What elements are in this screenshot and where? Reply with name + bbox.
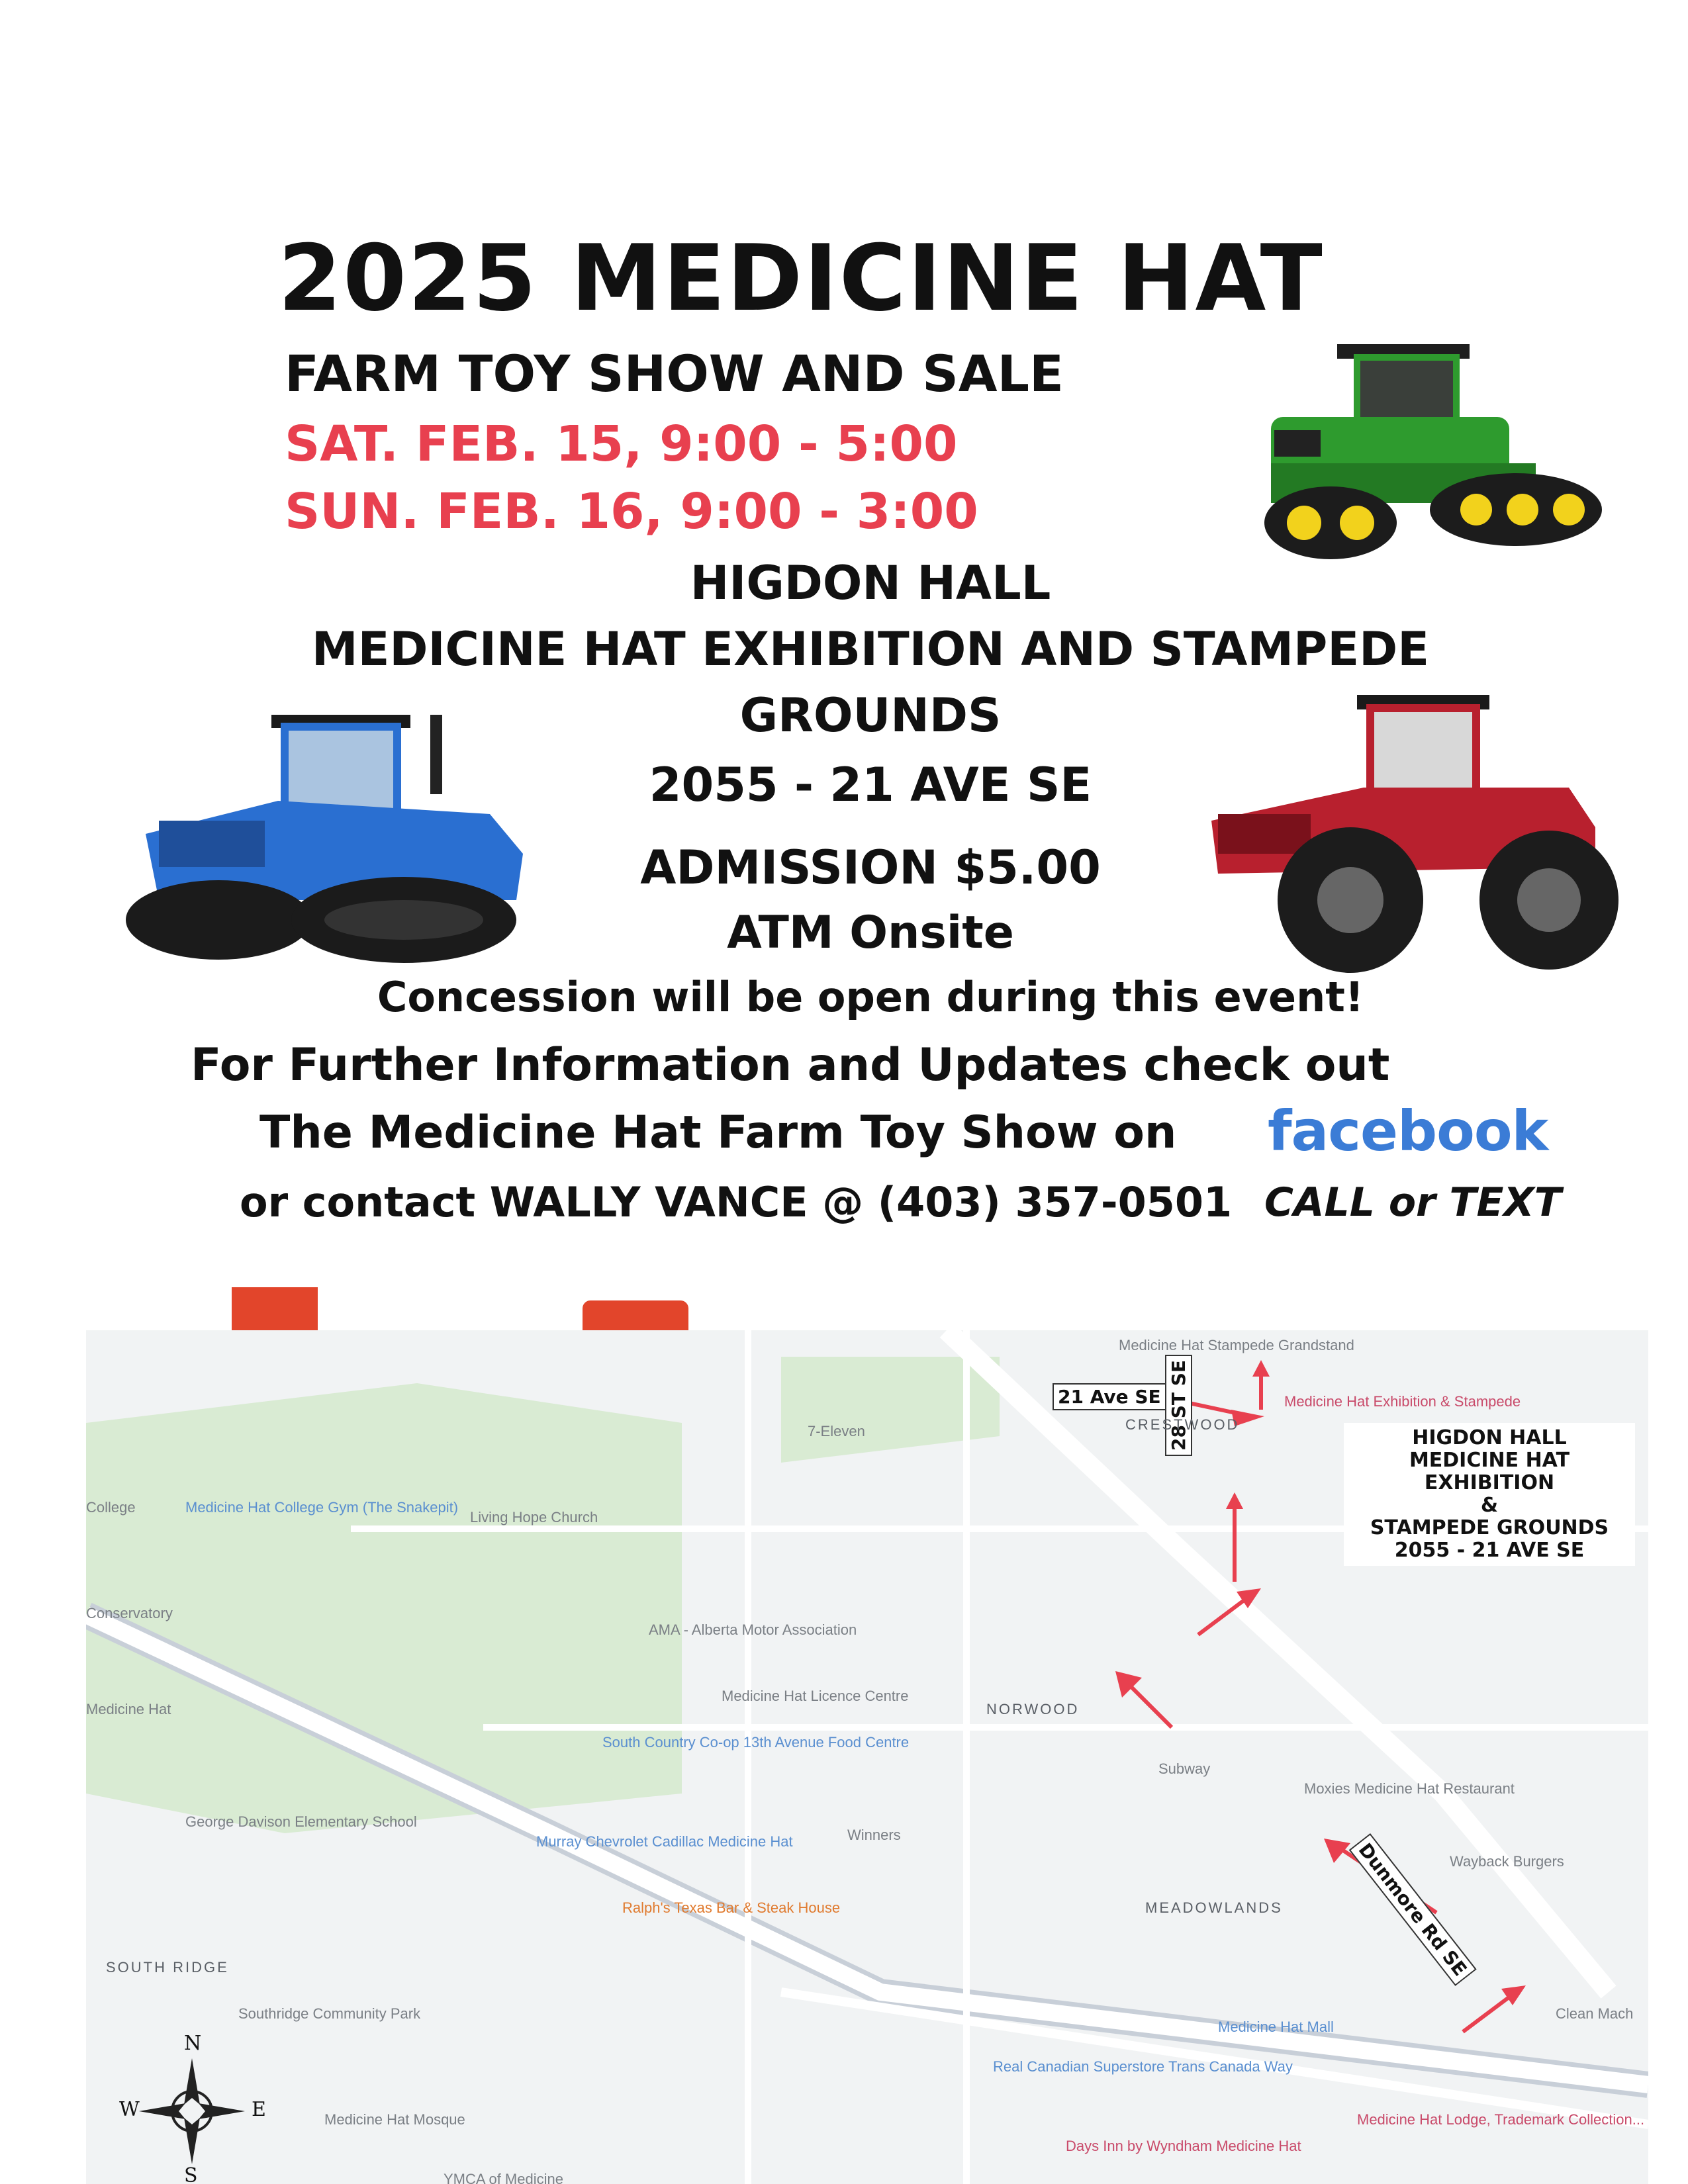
poster-title: 2025 MEDICINE HAT: [278, 225, 1324, 332]
compass-e: E: [252, 2098, 266, 2121]
compass-rose-icon: [113, 2032, 271, 2184]
red-four-wheel-drive-tractor-image: [1198, 688, 1648, 979]
street-dunmore-label: Dunmore Rd SE: [1349, 1833, 1477, 1986]
call-or-text: CALL or TEXT: [1264, 1179, 1562, 1226]
map-area-crestwood: CRESTWOOD: [1125, 1416, 1240, 1433]
map-label-moxies: Moxies Medicine Hat Restaurant: [1304, 1780, 1515, 1797]
map-label-mosque: Medicine Hat Mosque: [324, 2111, 465, 2128]
map-label-winners: Winners: [847, 1827, 901, 1843]
concession-note: Concession will be open during this event!: [377, 973, 1364, 1021]
poster-subtitle: FARM TOY SHOW AND SALE: [285, 344, 1064, 403]
map-label-exhibition: Medicine Hat Exhibition & Stampede: [1284, 1393, 1521, 1410]
map-area-norwood: NORWOOD: [986, 1701, 1080, 1717]
compass-w: W: [119, 2098, 140, 2121]
callout-line-1: HIGDON HALL: [1412, 1426, 1567, 1449]
info-line-2: The Medicine Hat Farm Toy Show on: [259, 1107, 1177, 1159]
map-label-mall: Medicine Hat Mall: [1218, 2019, 1334, 2035]
map-label-murray: Murray Chevrolet Cadillac Medicine Hat: [536, 1833, 793, 1850]
callout-line-2: MEDICINE HAT: [1409, 1449, 1570, 1472]
map-label-ymca: YMCA of Medicine: [444, 2171, 563, 2184]
map-label-wayback: Wayback Burgers: [1450, 1853, 1564, 1870]
map-label-clean-mach: Clean Mach: [1556, 2005, 1634, 2022]
date-sunday: SUN. FEB. 16, 9:00 - 3:00: [285, 483, 978, 540]
green-tracked-tractor-image: [1258, 331, 1615, 569]
map-label-registry: Medicine Hat Licence Centre: [722, 1688, 909, 1704]
compass-n: N: [184, 2032, 202, 2055]
map-label-lodge: Medicine Hat Lodge, Trademark Collection...: [1357, 2111, 1645, 2128]
date-saturday: SAT. FEB. 15, 9:00 - 5:00: [285, 416, 958, 473]
map-label-ama: AMA - Alberta Motor Association: [649, 1621, 857, 1638]
callout-line-6: 2055 - 21 AVE SE: [1394, 1539, 1585, 1562]
map-label-grandstand: Medicine Hat Stampede Grandstand: [1119, 1337, 1354, 1353]
facebook-logo: facebook: [1268, 1099, 1548, 1163]
callout-line-5: STAMPEDE GROUNDS: [1370, 1516, 1609, 1539]
hall-name: HIGDON HALL: [690, 556, 1051, 610]
map-label-superstore: Real Canadian Superstore Trans Canada Way: [993, 2058, 1293, 2075]
info-line-1: For Further Information and Updates check out: [191, 1039, 1390, 1091]
map-label-seven-eleven: 7-Eleven: [808, 1423, 865, 1439]
map-label-living-hope: Living Hope Church: [470, 1509, 598, 1525]
contact-line: or contact WALLY VANCE @ (403) 357-0501: [240, 1178, 1233, 1226]
blue-tracked-tractor-image: [119, 702, 556, 979]
venue-line-2: GROUNDS: [739, 688, 1002, 743]
map-label-subway: Subway: [1158, 1760, 1211, 1777]
street-21-ave-label: 21 Ave SE: [1053, 1383, 1166, 1410]
compass-s: S: [184, 2164, 198, 2184]
venue-line-1: MEDICINE HAT EXHIBITION AND STAMPEDE: [311, 622, 1430, 676]
venue-address: 2055 - 21 AVE SE: [649, 758, 1092, 812]
map-label-southridge-park: Southridge Community Park: [238, 2005, 421, 2022]
street-28-st-label: 28 ST SE: [1165, 1355, 1192, 1456]
map-label-college: Medicine Hat College Gym (The Snakepit): [185, 1499, 459, 1516]
map-label-medicine-hat: Medicine Hat: [86, 1701, 171, 1717]
map-label-george-davison: George Davison Elementary School: [185, 1813, 417, 1830]
map-callout: [1344, 1423, 1635, 1566]
callout-line-3: EXHIBITION: [1424, 1471, 1555, 1494]
admission-price: ADMISSION $5.00: [640, 841, 1101, 895]
map-label-ralphs: Ralph's Texas Bar & Steak House: [622, 1899, 841, 1916]
map-area-south-ridge: SOUTH RIDGE: [106, 1959, 229, 1976]
map-label-conservatory: Conservatory: [86, 1605, 173, 1621]
map-label-college-short: College: [86, 1499, 136, 1516]
atm-note: ATM Onsite: [727, 907, 1014, 959]
map-label-days-inn: Days Inn by Wyndham Medicine Hat: [1066, 2138, 1301, 2154]
map-label-coop: South Country Co-op 13th Avenue Food Centre: [602, 1734, 910, 1751]
map-area-meadowlands: MEADOWLANDS: [1145, 1899, 1283, 1916]
callout-line-4: &: [1480, 1494, 1499, 1517]
